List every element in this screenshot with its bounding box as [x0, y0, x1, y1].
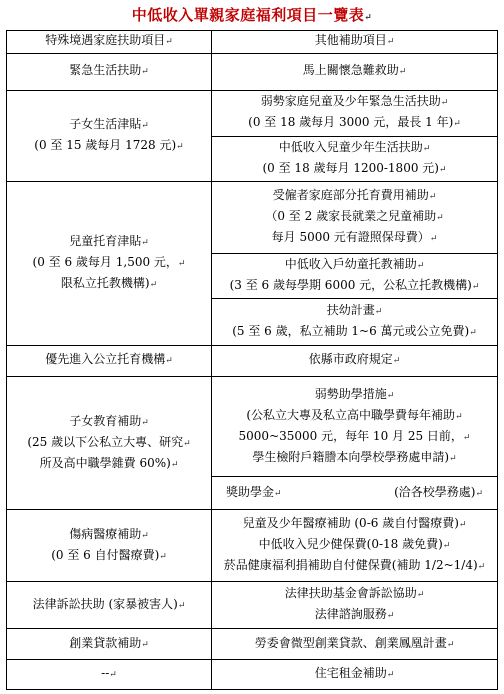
scholarship-label: 獎助學金↵ [226, 484, 282, 499]
row-right-cell: 中低收入戶幼童托教補助↵ (3 至 6 歲每學期 6000 元，公私立托教機構)↵ [212, 253, 498, 298]
table-row [7, 346, 498, 377]
table-row [7, 629, 498, 660]
row-right-cell: 扶幼計畫↵ (5 至 6 歲，私立補助 1~6 萬元或公立免費)↵ [212, 298, 498, 345]
row-right-cell [212, 477, 498, 510]
scholarship-note: (洽各校學務處)↵ [394, 484, 483, 499]
row-right-cell: 法律扶助基金會訴訟協助↵ 法律諮詢服務↵ [212, 582, 498, 629]
table-header-row [7, 31, 498, 54]
row-left-cell: 法律訴訟扶助 (家暴被害人)↵ [7, 582, 212, 629]
document-title-text: 中低收入單親家庭福利項目一覽表 [131, 6, 365, 24]
row-right-cell: 受僱者家庭部分托育費用補助↵ （0 至 2 歲家長就業之兒童補助↵ 每月 5000 元有證照保母費）↵ [212, 181, 498, 253]
row-left-cell: 創業貸款補助↵ [7, 629, 212, 660]
table-row [7, 510, 498, 582]
table-row [7, 181, 498, 253]
table-row [7, 53, 498, 90]
welfare-table [6, 30, 498, 690]
row-left-cell: --↵ [7, 660, 212, 690]
row-left-cell: 緊急生活扶助↵ [7, 53, 212, 90]
row-left-cell: 傷病醫療補助↵ (0 至 6 自付醫療費)↵ [7, 510, 212, 582]
row-right-cell: 勞委會微型創業貸款、創業鳳凰計畫↵ [212, 629, 498, 660]
header-left: 特殊境遇家庭扶助項目↵ [7, 31, 212, 54]
table-row [7, 582, 498, 629]
row-right-cell: 馬上關懷急難救助↵ [212, 53, 498, 90]
header-right: 其他補助項目↵ [212, 31, 498, 54]
row-right-cell: 弱勢家庭兒童及少年緊急生活扶助↵ (0 至 18 歲每月 3000 元，最長 1 年)↵ [212, 90, 498, 136]
row-right-cell: 兒童及少年醫療補助 (0-6 歲自付醫療費)↵ 中低收入兒少健保費(0-18 歲免費)↵ 菸品健康福利捐補助自付健保費(補助 1/2~1/4)↵ [212, 510, 498, 582]
row-left-cell: 兒童托育津貼↵ (0 至 6 歲每月 1,500 元，↵ 限私立托教機構)↵ [7, 181, 212, 345]
row-right-cell: 弱勢助學措施↵ (公私立大專及私立高中職學費每年補助↵ 5000~35000 元，每年 10 月 25 日前，↵ 學生檢附戶籍謄本向學校學務處申請)↵ [212, 376, 498, 477]
table-row [7, 376, 498, 477]
row-right-cell: 住宅租金補助↵ [212, 660, 498, 690]
row-left-cell: 優先進入公立托育機構↵ [7, 346, 212, 377]
row-right-cell: 中低收入兒童少年生活扶助↵ (0 至 18 歲每月 1200-1800 元)↵ [212, 136, 498, 181]
document-title [0, 4, 504, 25]
table-row [7, 660, 498, 690]
paragraph-mark: ↵ [364, 13, 373, 23]
row-right-cell: 依縣市政府規定↵ [212, 346, 498, 377]
row-left-cell: 子女生活津貼↵ (0 至 15 歲每月 1728 元)↵ [7, 90, 212, 181]
row-left-cell: 子女教育補助↵ (25 歲以下公私立大專、研究↵ 所及高中職學雜費 60%)↵ [7, 376, 212, 509]
table-row [7, 90, 498, 136]
